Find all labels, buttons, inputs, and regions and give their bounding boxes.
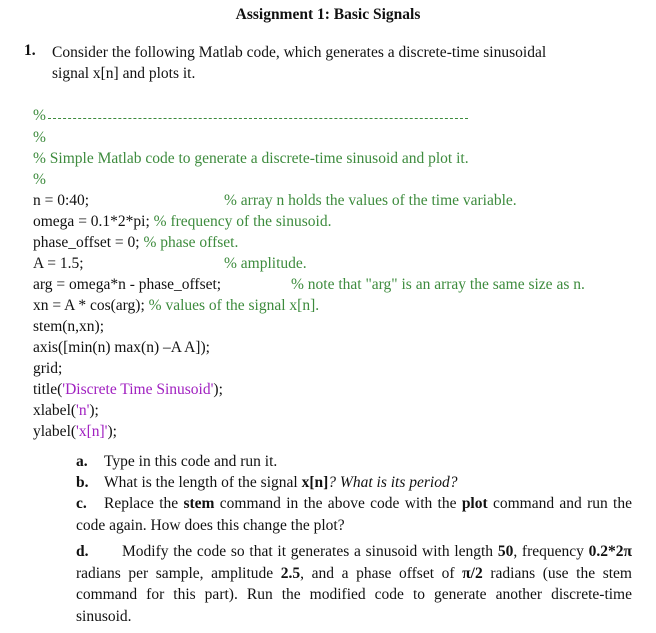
code-line-arg: arg = omega*n - phase_offset;: [33, 276, 222, 293]
code-string-xlabel: 'n': [76, 402, 90, 419]
question-line-2: signal x[n] and plots it.: [52, 65, 196, 82]
code-string-title: 'Discrete Time Sinusoid': [62, 381, 214, 398]
part-d: d. Modify the code so that it generates a sinusoid with length 50, frequency 0.2*2π radians per sample, amplitude 2.5, and a phase offset of π/2 radians (use the stem command for this part). Run the modified code to generate another discrete-time sinusoid.: [76, 543, 632, 625]
part-a-text: Type in this code and run it.: [104, 453, 278, 470]
code-string-ylabel: 'x[n]': [76, 423, 108, 440]
page-title: Assignment 1: Basic Signals: [235, 6, 421, 23]
code-comment-pct-1: %: [33, 129, 46, 146]
code-comment-n: % array n holds the values of the time variable.: [224, 192, 517, 209]
code-line-amplitude: A = 1.5;: [33, 255, 84, 272]
code-line-title: title('Discrete Time Sinusoid');: [33, 381, 223, 398]
part-b: b. What is the length of the signal x[n]? What is its period?: [76, 474, 458, 491]
code-comment-phase: % phase offset.: [143, 234, 239, 251]
code-comment-pct-2: %: [33, 171, 46, 188]
code-line-ylabel: ylabel('x[n]');: [33, 423, 117, 440]
part-d-label: d.: [76, 543, 89, 560]
code-line-n: n = 0:40;: [33, 192, 90, 209]
code-comment-omega: % frequency of the sinusoid.: [153, 213, 332, 230]
code-comment-amplitude: % amplitude.: [224, 255, 307, 272]
code-line-axis: axis([min(n) max(n) –A A]);: [33, 339, 210, 356]
code-line-xn: xn = A * cos(arg); % values of the signal x[n].: [33, 297, 320, 314]
code-comment-arg: % note that "arg" is an array the same size as n.: [291, 276, 585, 293]
code-line-omega: omega = 0.1*2*pi; % frequency of the sinusoid.: [33, 213, 332, 230]
code-line-grid: grid;: [33, 360, 63, 377]
code-dash-rule: [48, 118, 468, 119]
code-line-stem: stem(n,xn);: [33, 318, 105, 335]
question-line-1: Consider the following Matlab code, which generates a discrete-time sinusoidal: [52, 44, 547, 61]
question-number: 1.: [24, 42, 36, 59]
part-a-label: a.: [76, 453, 88, 470]
part-c: c. Replace the stem command in the above code with the plot command and run the code again. How does this change the plot?: [76, 495, 632, 534]
code-dash-comment: %: [33, 107, 46, 124]
code-comment-xn: % values of the signal x[n].: [148, 297, 320, 314]
code-line-xlabel: xlabel('n');: [33, 402, 99, 419]
part-c-label: c.: [76, 495, 87, 512]
part-b-label: b.: [76, 474, 89, 491]
code-line-phase: phase_offset = 0; % phase offset.: [33, 234, 239, 251]
question-text: [52, 42, 622, 84]
part-a: [76, 451, 277, 472]
code-comment-title: % Simple Matlab code to generate a discrete-time sinusoid and plot it.: [33, 150, 469, 167]
